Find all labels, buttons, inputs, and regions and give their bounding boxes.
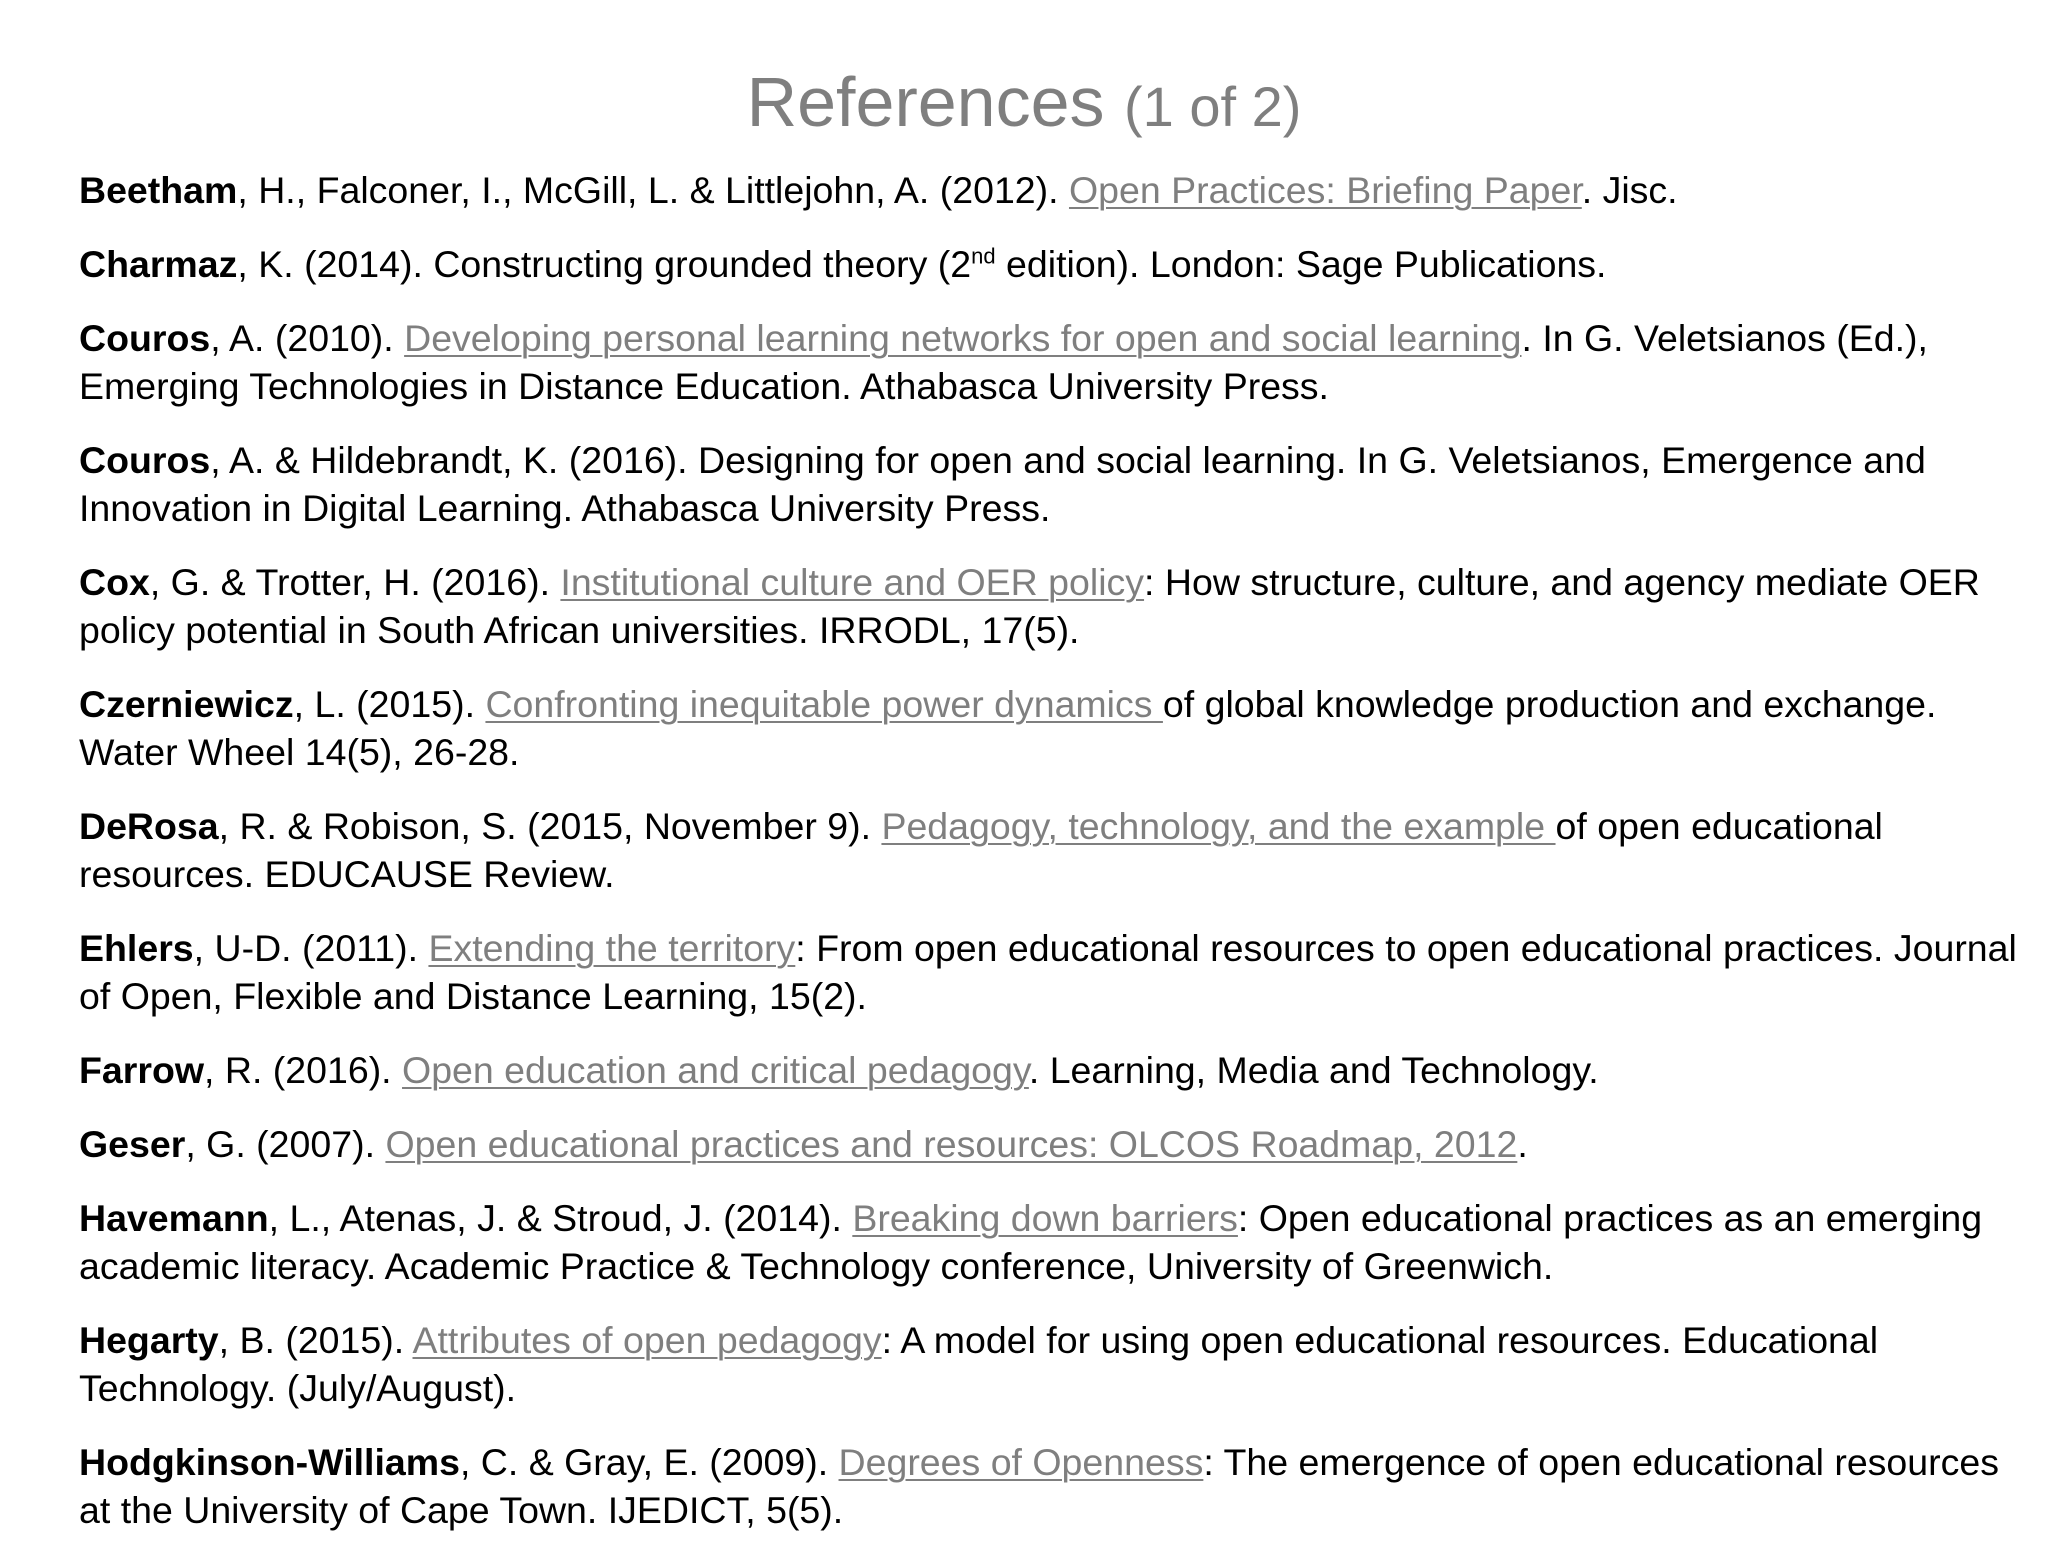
reference-author: Havemann (79, 1197, 269, 1239)
reference-author: Ehlers (79, 927, 194, 969)
reference-link[interactable]: Extending the territory (428, 927, 796, 969)
reference-entry (79, 924, 2024, 1020)
reference-entry (79, 1120, 2024, 1168)
reference-entry (79, 314, 2024, 410)
reference-author: Beetham (79, 169, 238, 211)
reference-link[interactable]: Open education and critical pedagogy (402, 1049, 1029, 1091)
reference-text: , H., Falconer, I., McGill, L. & Littlejohn, A. (2012). (237, 169, 1069, 211)
reference-text: edition). London: Sage Publications. (995, 243, 1607, 285)
reference-text: , R. & Robison, S. (2015, November 9). (218, 805, 882, 847)
reference-entry (79, 1194, 2024, 1290)
reference-text: , R. (2016). (204, 1049, 403, 1091)
reference-text: , G. & Trotter, H. (2016). (149, 561, 561, 603)
reference-entry (79, 680, 2024, 776)
reference-entry (79, 1438, 2024, 1534)
reference-author: DeRosa (79, 805, 219, 847)
reference-entry (79, 802, 2024, 898)
reference-author: Couros (79, 439, 211, 481)
reference-link[interactable]: Open Practices: Briefing Paper (1068, 169, 1582, 211)
reference-author: Czerniewicz (79, 683, 294, 725)
reference-text: : A model for using open educational resources. Educational Technology. (July/August). (79, 1319, 1879, 1409)
reference-author: Cox (79, 561, 150, 603)
page-title (0, 62, 2048, 147)
reference-author: Couros (79, 317, 211, 359)
reference-text: of open educational resources. EDUCAUSE Review. (79, 805, 1883, 895)
reference-text: , B. (2015). (218, 1319, 413, 1361)
reference-entry (79, 558, 2024, 654)
reference-text: . (1517, 1123, 1528, 1165)
reference-text: , L., Atenas, J. & Stroud, J. (2014). (268, 1197, 853, 1239)
reference-link[interactable]: Degrees of Openness (838, 1441, 1204, 1483)
reference-text: , C. & Gray, E. (2009). (459, 1441, 839, 1483)
reference-text: , K. (2014). Constructing grounded theory (2 (237, 243, 972, 285)
reference-entry (79, 1316, 2024, 1412)
reference-superscript: nd (971, 243, 996, 269)
reference-text: , U-D. (2011). (193, 927, 429, 969)
reference-link[interactable]: Confronting inequitable power dynamics (485, 683, 1163, 725)
reference-text: : How structure, culture, and agency mediate OER policy potential in South African universities. IRRODL, 17(5). (79, 561, 1980, 651)
reference-entry (79, 436, 2024, 532)
title-page-count: (1 of 2) (1124, 75, 1302, 138)
reference-author: Farrow (79, 1049, 205, 1091)
reference-list (79, 166, 2024, 1560)
reference-text: : From open educational resources to open educational practices. Journal of Open, Flexible and Distance Learning, 15(2). (79, 927, 2017, 1017)
reference-entry (79, 240, 2024, 288)
title-main: References (746, 63, 1105, 141)
reference-text: : Open educational practices as an emerging academic literacy. Academic Practice & Technology conference, University of Greenwich. (79, 1197, 1983, 1287)
reference-text: : The emergence of open educational resources at the University of Cape Town. IJEDICT, 5(5). (79, 1441, 1999, 1531)
reference-author: Geser (79, 1123, 186, 1165)
reference-link[interactable]: Developing personal learning networks for open and social learning (404, 317, 1522, 359)
reference-entry (79, 166, 2024, 214)
reference-text: . Jisc. (1581, 169, 1678, 211)
reference-text: , A. & Hildebrandt, K. (2016). Designing for open and social learning. In G. Veletsianos, Emergence and Innovation in Digital Learning. Athabasca University Press. (79, 439, 1926, 529)
reference-text: of global knowledge production and exchange. Water Wheel 14(5), 26-28. (79, 683, 1937, 773)
reference-link[interactable]: Institutional culture and OER policy (560, 561, 1145, 603)
reference-text: . In G. Veletsianos (Ed.), Emerging Technologies in Distance Education. Athabasca University Press. (79, 317, 1928, 407)
reference-author: Charmaz (79, 243, 238, 285)
reference-text: , G. (2007). (185, 1123, 386, 1165)
reference-text: , A. (2010). (210, 317, 405, 359)
reference-link[interactable]: Pedagogy, technology, and the example (881, 805, 1556, 847)
reference-link[interactable]: Open educational practices and resources: OLCOS Roadmap, 2012 (385, 1123, 1518, 1165)
reference-link[interactable]: Breaking down barriers (852, 1197, 1238, 1239)
reference-author: Hegarty (79, 1319, 219, 1361)
reference-text: . Learning, Media and Technology. (1028, 1049, 1599, 1091)
reference-entry (79, 1046, 2024, 1094)
reference-link[interactable]: Attributes of open pedagogy (412, 1319, 882, 1361)
reference-author: Hodgkinson-Williams (79, 1441, 460, 1483)
reference-text: , L. (2015). (293, 683, 486, 725)
